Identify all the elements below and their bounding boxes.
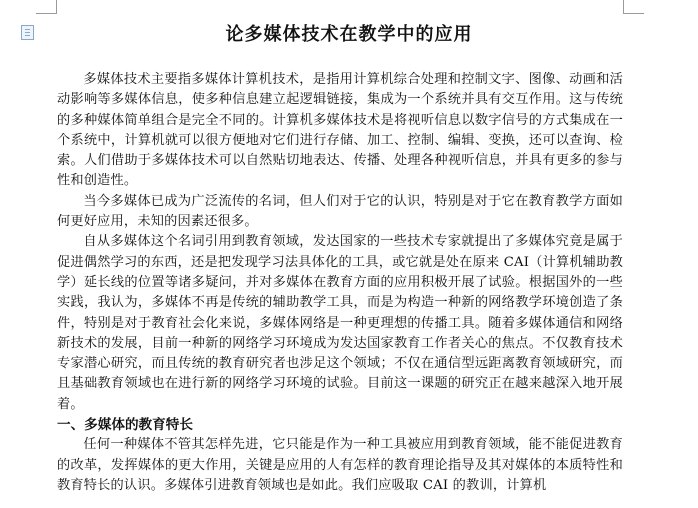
section-heading: 一、多媒体的教育特长 [57,417,193,434]
document-title: 论多媒体技术在教学中的应用 [225,24,473,45]
body-paragraph-3: 自从多媒体这个名词引用到教育领域，发达国家的一些技术专家就提出了多媒体究竟是属于促进偶然学习的东西，还是把发现学习法具体化的工具，或它就是处在原来 CAI（计算机辅助教学）延长线的位置等诸多疑问，并对多媒体在教育方面的应用积极开展了试验。根据国外的一些实践，我认为，多媒体不再是传统的辅助教学工具，而是为构造一种新的网络教学环境创造了条件，特别是对于教育社会化来说，多媒体网络是一种更理想的传播工具。随着多媒体通信和网络新技术的发展，目前一种新的网络学习环境成为发达国家教育工作者关心的焦点。不仅教育技术专家潜心研究，而且传统的教育研究者也涉足这个领域；不仅在通信型远距离教育领域研究，而且基础教育领域也在进行新的网络学习环境的试验。目前这一课题的研究正在越来越深入地开展着。 [57,234,623,412]
body-paragraph-1: 多媒体技术主要指多媒体计算机技术，是指用计算机综合处理和控制文字、图像、动画和活动影响等多媒体信息，使多种信息建立起逻辑链接，集成为一个系统并具有交互作用。这与传统的多种媒体简单组合是完全不同的。计算机多媒体技术是将视听信息以数字信号的方式集成在一个系统中，计算机就可以很方便地对它们进行存储、加工、控制、编辑、变换，还可以查询、检索。人们借助于多媒体技术可以自然贴切地表达、传播、处理各种视听信息，并具有更多的参与性和创造性。 [57,72,623,189]
body-paragraph-2: 当今多媒体已成为广泛流传的名词，但人们对于它的认识，特别是对于它在教育教学方面如何更好应用，未知的因素还很多。 [57,193,623,230]
crop-mark-top-left-vertical [56,0,57,14]
crop-mark-top-left-horizontal [36,13,56,14]
section-paragraph: 任何一种媒体不管其怎样先进，它只能是作为一种工具被应用到教育领域，能不能促进教育的改革，发挥媒体的更大作用，关键是应用的人有怎样的教育理论指导及其对媒体的本质特性和教育特长的认识。多媒体引进教育领域也是如此。我们应吸取 CAI 的教训，计算机 [57,437,623,493]
crop-mark-top-right-horizontal [624,13,644,14]
crop-mark-top-right-vertical [623,0,624,14]
document-body [57,70,623,496]
